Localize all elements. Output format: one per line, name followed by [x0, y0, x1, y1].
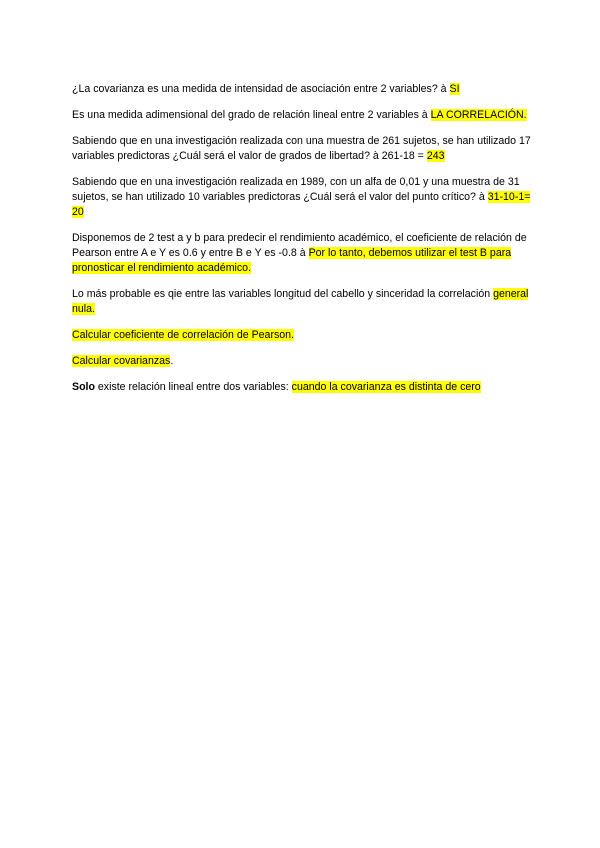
paragraph-correlacion-nula: [72, 287, 532, 317]
paragraph-pearson-tests: [72, 231, 532, 276]
paragraph-calcular-covarianzas: [72, 354, 532, 369]
paragraph-text: .: [170, 355, 174, 367]
paragraph-text: Lo más probable es qie entre las variables longitud del cabello y sinceridad la correlación: [72, 288, 494, 300]
paragraph-text: Es una medida adimensional del grado de relación lineal entre 2 variables à: [72, 109, 431, 121]
paragraph-punto-critico: [72, 175, 532, 220]
paragraph-text: Sabiendo que en una investigación realizada con una muestra de 261 sujetos, se han utilizado 17 variables predictoras ¿Cuál será el valor de grados de libertad? à 261-18 =: [72, 135, 531, 162]
answer-highlight: Por lo tanto, debemos utilizar el test B para pronosticar el rendimiento académico.: [72, 247, 512, 274]
paragraph-text: ¿La covarianza es una medida de intensidad de asociación entre 2 variables? à: [72, 83, 450, 95]
bold-lead: Solo: [72, 381, 95, 393]
document-body: [72, 82, 532, 406]
paragraph-calcular-pearson: [72, 328, 532, 343]
answer-highlight: general nula.: [72, 288, 529, 315]
paragraph-grados-libertad: [72, 134, 532, 164]
paragraph-relacion-lineal: [72, 380, 532, 395]
answer-highlight: Calcular covarianzas: [72, 355, 171, 367]
paragraph-text: Sabiendo que en una investigación realizada en 1989, con un alfa de 0,01 y una muestra de 31 sujetos, se han utilizado 10 variables predictoras ¿Cuál será el valor del punto crítico? à: [72, 176, 520, 203]
answer-highlight: 243: [426, 150, 445, 162]
answer-highlight: SI: [449, 83, 460, 95]
answer-highlight: cuando la covarianza es distinta de cero: [291, 381, 481, 393]
paragraph-covarianza: [72, 82, 532, 97]
answer-highlight: Calcular coeficiente de correlación de Pearson.: [72, 329, 295, 341]
paragraph-text: existe relación lineal entre dos variables:: [94, 381, 292, 393]
paragraph-text: Disponemos de 2 test a y b para predecir el rendimiento académico, el coeficiente de relación de Pearson entre A e Y es 0.6 y entre B e Y es -0.8 à: [72, 232, 527, 259]
answer-highlight: 31-10-1= 20: [72, 191, 531, 218]
paragraph-correlacion: [72, 108, 532, 123]
answer-highlight: LA CORRELACIÓN.: [430, 109, 527, 121]
